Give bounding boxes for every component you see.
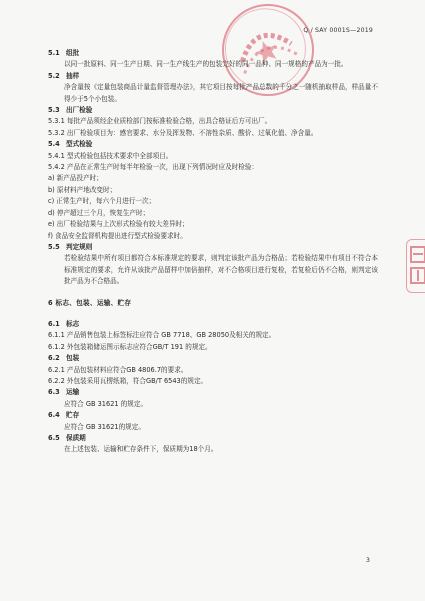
clause-line: 5.4.2 产品在正常生产时每半年检验一次，出现下列情况时应及时检验： bbox=[48, 163, 259, 172]
clause-line: 应符合 GB 31621的规定。 bbox=[64, 422, 145, 431]
heading-6-5 bbox=[48, 433, 378, 444]
clause-title: 型式检验 bbox=[66, 140, 93, 149]
clause-title: 出厂检验 bbox=[66, 106, 93, 115]
clause-title: 抽样 bbox=[66, 71, 80, 80]
heading-6-1 bbox=[48, 319, 378, 330]
clause-line: 应符合 GB 31621 的规定。 bbox=[64, 399, 148, 408]
heading-6-4 bbox=[48, 410, 378, 421]
standard-code: Q / SAY 0001S—2019 bbox=[303, 27, 373, 34]
side-seal bbox=[406, 239, 425, 293]
clause-line: 5.3.1 每批产品须经企业质检部门按标准检验合格，出具合格证后方可出厂。 bbox=[48, 117, 272, 126]
paragraph: 若检验结果中所有项目都符合本标准规定的要求，则判定该批产品为合格品；若检验结果中有项目不符合本标准规定的要求，允许从该批产品留样中加倍抽样，对不合格项目进行复检，若复检后仍不合格，则判定该批产品为不合格品。 bbox=[64, 254, 378, 286]
list-item: f) 食品安全监督机构提出进行型式检验要求时。 bbox=[48, 231, 187, 240]
paragraph: 净含量按《定量包装商品计量监督管理办法》，其它项目按每批产品总数的千分之一随机抽取样品，样品量不得少于5个小包装。 bbox=[64, 83, 378, 103]
clause-number: 5.4 bbox=[48, 140, 60, 149]
clause-number: 6.4 bbox=[48, 411, 60, 420]
heading-6-2 bbox=[48, 353, 378, 364]
heading-5-4 bbox=[48, 139, 378, 150]
clause-title: 包装 bbox=[66, 354, 80, 363]
clause-title: 组批 bbox=[66, 49, 80, 57]
clause-number: 5.1 bbox=[48, 49, 60, 57]
clause-title: 判定规则 bbox=[66, 242, 93, 251]
list-item: d) 停产超过三个月，恢复生产时； bbox=[48, 208, 150, 217]
side-seal-graphic bbox=[409, 244, 425, 288]
clause-number: 6.2 bbox=[48, 354, 60, 363]
clause-number: 5.5 bbox=[48, 242, 60, 251]
clause-line: 6.2.2 外包装采用瓦楞纸箱，符合GB/T 6543的规定。 bbox=[48, 376, 208, 385]
clause-title: 运输 bbox=[66, 388, 80, 397]
clause-title: 贮存 bbox=[66, 411, 80, 420]
clause-number: 5.2 bbox=[48, 71, 60, 80]
list-item: e) 出厂检验结果与上次形式检验有较大差异时； bbox=[48, 220, 189, 229]
heading-5-5 bbox=[48, 242, 378, 253]
clause-number: 5.3 bbox=[48, 106, 60, 115]
clause-title: 标志 bbox=[66, 319, 80, 328]
heading-5-2 bbox=[48, 71, 378, 82]
list-item: c) 正常生产时，每六个月进行一次； bbox=[48, 197, 156, 206]
clause-line: 5.4.1 型式检验包括技术要求中全部项目。 bbox=[48, 151, 173, 160]
clause-number: 6.1 bbox=[48, 319, 60, 328]
heading-5-3 bbox=[48, 105, 378, 116]
list-item: b) 原材料产地改变时； bbox=[48, 185, 117, 194]
clause-number: 6.5 bbox=[48, 434, 60, 442]
clause-line: 6.1.1 产品销售包装上标签标注应符合 GB 7718、GB 28050及相关的规定。 bbox=[48, 331, 276, 340]
heading-5-1 bbox=[48, 48, 378, 59]
clause-line: 在上述包装、运输和贮存条件下，保质期为18个月。 bbox=[64, 445, 218, 454]
document-body bbox=[48, 48, 378, 456]
clause-line: 6.1.2 外包装箱储运图示标志应符合GB/T 191 的规定。 bbox=[48, 342, 212, 351]
list-item: a) 新产品投产时； bbox=[48, 174, 103, 183]
heading-6-3 bbox=[48, 387, 378, 398]
clause-line: 5.3.2 出厂检验项目为：感官要求、水分及挥发物、不溶性杂质、酸价、过氧化值、净含量。 bbox=[48, 128, 318, 137]
clause-title: 保质期 bbox=[66, 434, 86, 442]
paragraph: 以同一批原料、同一生产日期、同一生产线生产的包装完好的同一品种、同一规格的产品为一批。 bbox=[64, 60, 348, 69]
clause-line: 6.2.1 产品包装材料应符合GB 4806.7的要求。 bbox=[48, 365, 188, 374]
clause-number: 6.3 bbox=[48, 388, 60, 397]
page-number: 3 bbox=[365, 556, 370, 564]
section-6-title: 6 标志、包装、运输、贮存 bbox=[48, 298, 132, 307]
